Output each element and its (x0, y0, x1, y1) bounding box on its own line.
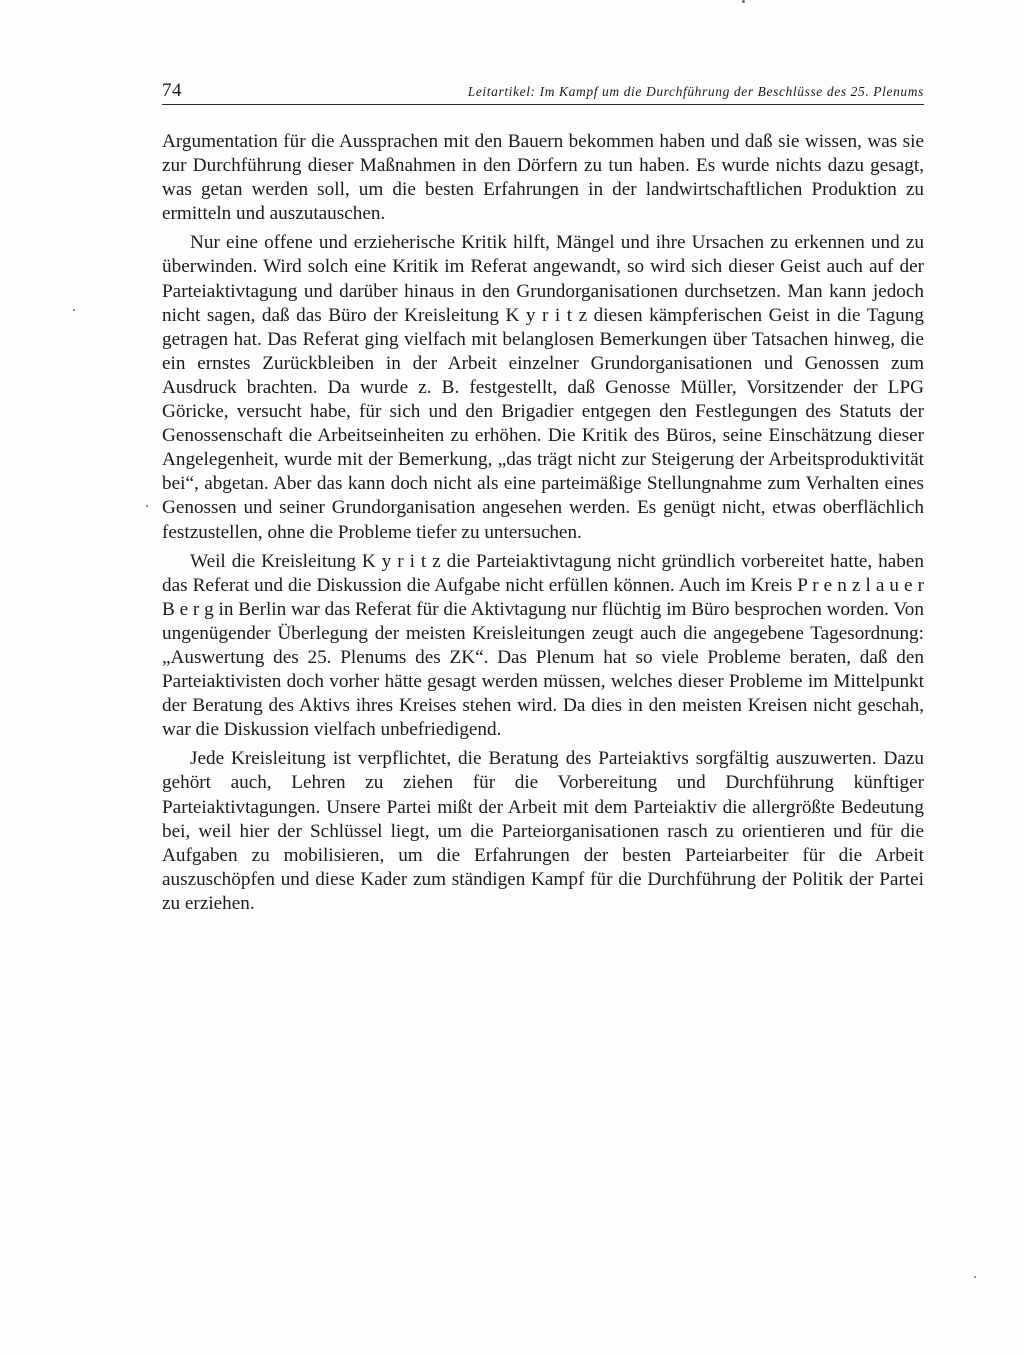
paragraph-2: Nur eine offene und erzieherische Kritik hilft, Mängel und ihre Ursachen zu erkennen und zu überwinden. Wird solch eine Kritik im Referat angewandt, so wird sich dieser Geist auch auf der Parteiaktivtagung und darüber hinaus in den Grundorganisationen durchsetzen. Man kann jedoch nicht sagen, daß das Büro der Kreisleitung K y r i t z diesen kämpferischen Geist in die Tagung getragen hat. Das Referat ging vielfach mit belanglosen Bemerkungen über Tatsachen hinweg, die ein ernstes Zurückbleiben in der Arbeit einzelner Grundorganisationen und Genossen zum Ausdruck brachten. Da wurde z. B. festgestellt, daß Genosse Müller, Vorsitzender der LPG Göricke, versucht habe, für sich und den Brigadier entgegen den Festlegungen des Statuts der Genossenschaft die Arbeitseinheiten zu erhöhen. Die Kritik des Büros, seine Einschätzung dieser Angelegenheit, wurde mit der Bemerkung, „das trägt nicht zur Steigerung der Arbeitsproduktivität bei“, abgetan. Aber das kann doch nicht als eine parteimäßige Stellungnahme zum Verhalten eines Genossen und seiner Grundorganisation angesehen werden. Es genügt nicht, etwas oberflächlich festzustellen, ohne die Probleme tiefer zu untersuchen. (162, 232, 924, 543)
article-body (162, 130, 924, 921)
running-title: Leitartikel: Im Kampf um die Durchführung der Beschlüsse des 25. Plenums (467, 84, 924, 99)
print-speck (742, 0, 745, 3)
paragraph-4: Jede Kreisleitung ist verpflichtet, die Beratung des Parteiaktivs sorgfältig auszuwerten. Dazu gehört auch, Lehren zu ziehen für die Vorbereitung und Durchführung künftiger Parteiaktivtagungen. Unsere Partei mißt der Arbeit mit dem Parteiaktiv die allergrößte Bedeutung bei, weil hier der Schlüssel liegt, um die Parteiorganisationen rasch zu orientieren und für die Aufgaben zu mobilisieren, um die Erfahrungen der besten Parteiarbeiter für die Arbeit auszuschöpfen und diese Kader zum ständigen Kampf für die Durchführung der Politik der Partei zu erziehen. (162, 748, 924, 914)
print-speck (73, 309, 75, 311)
running-header (162, 80, 924, 106)
page-number: 74 (162, 80, 182, 101)
header-rule (162, 104, 924, 105)
print-speck (974, 1276, 976, 1278)
print-speck (146, 505, 148, 507)
paragraph-1: Argumentation für die Aussprachen mit den Bauern bekommen haben und daß sie wissen, was sie zur Durchführung dieser Maßnahmen in den Dörfern zu tun haben. Es wurde nichts dazu gesagt, was getan werden soll, um die besten Erfahrungen in der landwirtschaftlichen Produktion zu ermitteln und auszutauschen. (162, 131, 924, 225)
paragraph-3: Weil die Kreisleitung K y r i t z die Parteiaktivtagung nicht gründlich vorbereitet hatte, haben das Referat und die Diskussion die Aufgabe nicht erfüllen können. Auch im Kreis P r e n z l a u e r B e r g in Berlin war das Referat für die Aktivtagung nur flüchtig im Büro besprochen worden. Von ungenügender Überlegung der meisten Kreisleitungen zeugt auch die angegebene Tagesordnung: „Auswertung des 25. Plenums des ZK“. Das Plenum hat so viele Probleme beraten, daß den Parteiaktivisten doch vorher hätte gesagt werden müssen, welches dieser Probleme im Mittelpunkt der Beratung des Aktivs ihres Kreises stehen wird. Da dies in den meisten Kreisen nicht geschah, war die Diskussion vielfach unbefriedigend. (162, 550, 924, 741)
